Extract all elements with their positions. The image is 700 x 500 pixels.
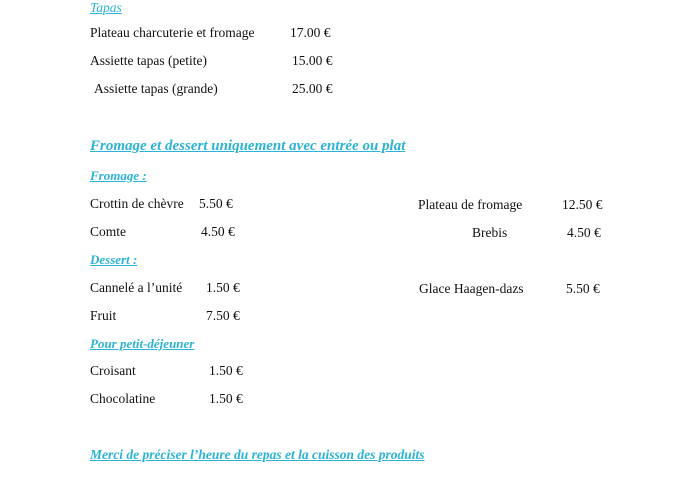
- petit-dejeuner-heading: Pour petit-déjeuner: [90, 336, 195, 351]
- petit-dejeuner-item-name: Chocolatine: [90, 391, 156, 406]
- fromage-heading: Fromage :: [90, 168, 147, 183]
- dessert-item-price: 5.50 €: [566, 281, 600, 296]
- tapas-item-name: Assiette tapas (grande): [94, 81, 218, 96]
- fromage-item-name: Brebis: [472, 225, 508, 240]
- fromage-item-name: Crottin de chèvre: [90, 196, 184, 211]
- dessert-item-price: 1.50 €: [206, 280, 240, 295]
- tapas-item-name: Plateau charcuterie et fromage: [90, 25, 255, 40]
- dessert-item-name: Cannelé a l’unité: [90, 280, 183, 295]
- petit-dejeuner-item-name: Croisant: [90, 363, 136, 378]
- tapas-item-price: 25.00 €: [292, 81, 333, 96]
- dessert-heading: Dessert :: [90, 252, 138, 267]
- fromage-dessert-heading: Fromage et dessert uniquement avec entrée ou plat: [90, 138, 406, 154]
- footer-note: Merci de préciser l’heure du repas et la cuisson des produits: [90, 447, 425, 462]
- tapas-item-price: 17.00 €: [290, 25, 331, 40]
- fromage-item-name: Plateau de fromage: [418, 197, 523, 212]
- fromage-item-price: 4.50 €: [567, 225, 601, 240]
- dessert-item-name: Fruit: [90, 308, 117, 323]
- dessert-item-price: 7.50 €: [206, 308, 240, 323]
- fromage-item-price: 4.50 €: [201, 224, 235, 239]
- tapas-heading: Tapas: [90, 0, 122, 15]
- tapas-item-name: Assiette tapas (petite): [90, 53, 207, 68]
- dessert-item-name: Glace Haagen-dazs: [419, 281, 524, 296]
- petit-dejeuner-item-price: 1.50 €: [209, 391, 243, 406]
- fromage-item-price: 12.50 €: [562, 197, 603, 212]
- fromage-item-price: 5.50 €: [199, 196, 233, 211]
- fromage-item-name: Comte: [90, 224, 126, 239]
- tapas-item-price: 15.00 €: [292, 53, 333, 68]
- petit-dejeuner-item-price: 1.50 €: [209, 363, 243, 378]
